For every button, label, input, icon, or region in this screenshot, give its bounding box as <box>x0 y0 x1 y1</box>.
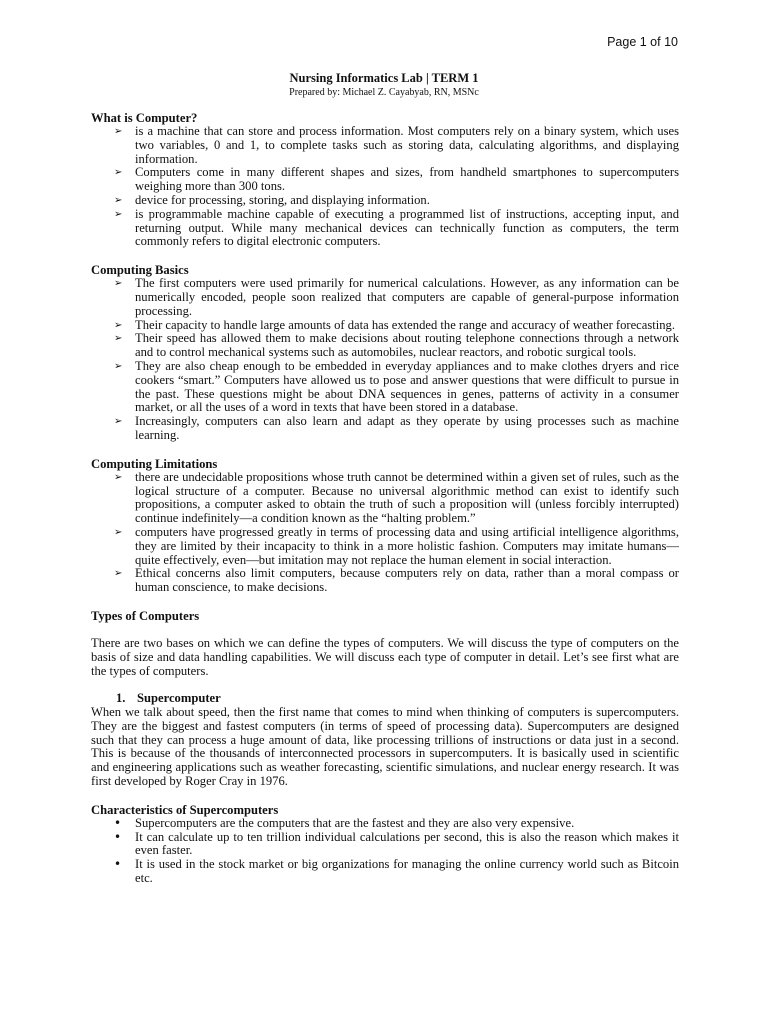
characteristics-list <box>91 817 679 886</box>
computing-limitations-list <box>91 471 679 595</box>
section-heading-types-of-computers: Types of Computers <box>91 608 200 623</box>
list-item: ➢ is a machine that can store and process information. Most computers rely on a binary system, which uses two variables, 0 and 1, to complete tasks such as storing data, calculating algorithms, and displaying information. <box>135 125 679 166</box>
section-heading-computing-limitations: Computing Limitations <box>91 456 218 471</box>
section-heading-what-is-computer: What is Computer? <box>91 111 198 125</box>
list-item: • Supercomputers are the computers that are the fastest and they are also very expensive. <box>135 817 679 831</box>
document-title: Nursing Informatics Lab | TERM 1 <box>289 71 479 85</box>
section-number: 1. <box>116 691 126 706</box>
section-heading-computing-basics: Computing Basics <box>91 263 189 278</box>
list-item: ➢ The first computers were used primarily for numerical calculations. However, as any information can be numerically encoded, people soon realized that computers are capable of general-purpose information processing. <box>135 277 679 318</box>
section-heading-characteristics: Characteristics of Supercomputers <box>91 802 279 817</box>
list-item: ➢ computers have progressed greatly in terms of processing data and using artificial intelligence algorithms, they are limited by their incapacity to think in a more holistic fashion. Computers may imitate humans—quite effectively, even—but imitation may not replace the human element in social interaction. <box>135 526 679 567</box>
supercomputer-heading <box>91 692 679 706</box>
list-item: ➢ device for processing, storing, and displaying information. <box>135 194 679 208</box>
list-item: ➢ Their capacity to handle large amounts of data has extended the range and accuracy of weather forecasting. <box>135 319 679 333</box>
list-item: ➢ Ethical concerns also limit computers, because computers rely on data, rather than a moral compass or human conscience, to make decisions. <box>135 567 679 595</box>
list-item: ➢ there are undecidable propositions whose truth cannot be determined within a given set of rules, such as the logical structure of a computer. Because no universal algorithmic method can exist to identify such propositions, a computer asked to obtain the truth of such a proposition will (unless forcibly interrupted) continue indefinitely—a condition known as the “halting problem.” <box>135 471 679 526</box>
what-is-computer-list <box>91 125 679 249</box>
list-item: ➢ Their speed has allowed them to make decisions about routing telephone connections through a network and to control mechanical systems such as automobiles, nuclear reactors, and robotic surgical tools. <box>135 332 679 360</box>
supercomputer-paragraph: When we talk about speed, then the first name that comes to mind when thinking of computers is supercomputers. They are the biggest and fastest computers (in terms of speed of processing data). Supercomputers are designed such that they can process a huge amount of data, like processing trillions of instructions or data just in a second. This is because of the thousands of interconnected processors in supercomputers. It is basically used in scientific and engineering applications such as weather forecasting, scientific simulations, and nuclear energy research. It was first developed by Roger Cray in 1976. <box>91 705 679 789</box>
computing-basics-list <box>91 277 679 443</box>
page-number: Page 1 of 10 <box>607 35 678 49</box>
list-item: ➢ Increasingly, computers can also learn and adapt as they operate by using processes such as machine learning. <box>135 415 679 443</box>
list-item: ➢ is programmable machine capable of executing a programmed list of instructions, accepting input, and returning output. While many mechanical devices can technically function as computers, the term commonly refers to digital electronic computers. <box>135 208 679 249</box>
list-item: ➢ They are also cheap enough to be embedded in everyday appliances and to make clothes dryers and rice cookers “smart.” Computers have allowed us to pose and answer questions that were difficult to pursue in the past. These questions might be about DNA sequences in genes, patterns of activity in a consumer market, or all the uses of a word in texts that have been stored in a database. <box>135 360 679 415</box>
types-intro-paragraph: There are two bases on which we can define the types of computers. We will discuss the type of computers on the basis of size and data handling capabilities. We will discuss each type of computer in detail. Let’s see first what are the types of computers. <box>91 635 679 678</box>
supercomputer-heading-text: Supercomputer <box>137 691 221 706</box>
document-body <box>91 111 679 886</box>
list-item: • It is used in the stock market or big organizations for managing the online currency world such as Bitcoin etc. <box>135 858 679 886</box>
list-item: • It can calculate up to ten trillion individual calculations per second, this is also the reason which makes it even faster. <box>135 831 679 859</box>
document-author: Prepared by: Michael Z. Cayabyab, RN, MSNc <box>289 87 479 98</box>
list-item: ➢ Computers come in many different shapes and sizes, from handheld smartphones to supercomputers weighing more than 300 tons. <box>135 166 679 194</box>
